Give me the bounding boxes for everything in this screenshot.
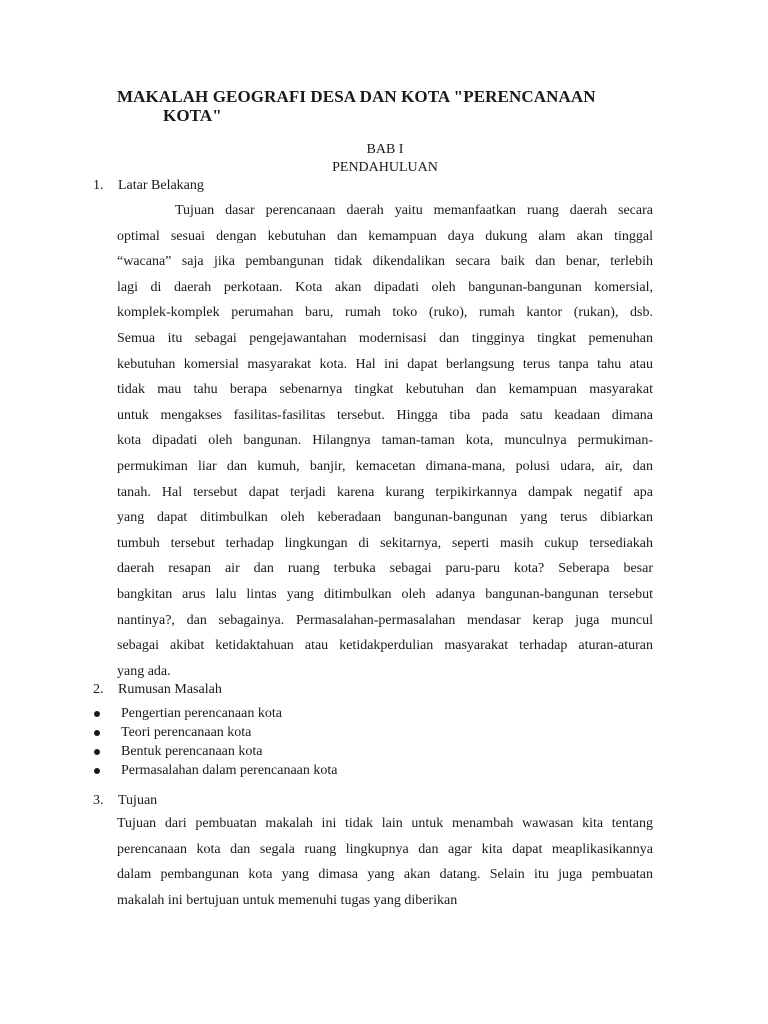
paragraph-line: bangkitan arus lalu lintas yang ditimbulkan oleh adanya bangunan-bangunan tersebut	[117, 586, 653, 602]
section-heading-latar-belakang	[93, 176, 653, 196]
paragraph-line: lagi di daerah perkotaan. Kota akan dipadati oleh bangunan-bangunan komersial,	[117, 279, 653, 295]
chapter-number: BAB I	[366, 142, 404, 157]
section-number: 3.	[93, 793, 104, 808]
paragraph-line: optimal sesuai dengan kebutuhan dan kemampuan daya dukung alam akan tinggal	[117, 228, 653, 244]
paragraph-line: yang dapat ditimbulkan oleh keberadaan bangunan-bangunan yang terus dibiarkan	[117, 510, 653, 526]
paragraph-line: kebutuhan komersial masyarakat kota. Hal ini dapat berlangsung terus tanpa tahu atau	[117, 356, 653, 372]
paragraph-line: perencanaan kota dan segala ruang lingkupnya dan agar kita dapat meaplikasikannya	[117, 841, 653, 857]
list-item: Teori perencanaan kota	[93, 723, 653, 742]
paragraph-line: daerah resapan air dan ruang terbuka sebagai paru-paru kota? Seberapa besar	[117, 561, 653, 577]
section-title: Latar Belakang	[118, 178, 204, 193]
paragraph-line: Semua itu sebagai pengejawantahan modernisasi dan tingginya tingkat pemenuhan	[117, 330, 653, 346]
list-item: Pengertian perencanaan kota	[93, 704, 653, 723]
title-line-1: MAKALAH GEOGRAFI DESA DAN KOTA "PERENCANAAN	[117, 87, 596, 106]
document-title	[117, 87, 637, 125]
paragraph-line: makalah ini bertujuan untuk memenuhi tugas yang diberikan	[117, 892, 458, 908]
bullet-icon	[94, 730, 100, 736]
paragraph-line: tanah. Hal tersebut dapat terjadi karena kurang terpikirkannya dampak negatif apa	[117, 484, 653, 500]
section-number: 1.	[93, 178, 104, 193]
section-title: Tujuan	[118, 793, 158, 808]
section-number: 2.	[93, 682, 104, 697]
paragraph-tujuan	[117, 811, 653, 913]
paragraph-line: sebagai akibat ketidaktahuan atau ketidakperdulian masyarakat terhadap aturan-aturan	[117, 638, 653, 654]
title-line-2: KOTA"	[163, 106, 222, 125]
paragraph-line: yang ada.	[117, 663, 171, 679]
list-item: Bentuk perencanaan kota	[93, 742, 653, 761]
bullet-icon	[94, 711, 100, 717]
section-heading-rumusan-masalah	[93, 680, 653, 700]
paragraph-latar-belakang	[117, 198, 653, 684]
paragraph-line: komplek-komplek perumahan baru, rumah toko (ruko), rumah kantor (rukan), dsb.	[117, 305, 653, 321]
chapter-name: PENDAHULUAN	[332, 160, 438, 175]
paragraph-line: Tujuan dari pembuatan makalah ini tidak lain untuk menambah wawasan kita tentang	[117, 816, 653, 831]
paragraph-line: tumbuh tersebut terhadap lingkungan di sekitarnya, seperti masih cukup tersediakah	[117, 535, 653, 551]
bullet-icon	[94, 768, 100, 774]
bullet-icon	[94, 749, 100, 755]
paragraph-line: Tujuan dasar perencanaan daerah yaitu memanfaatkan ruang daerah secara	[175, 203, 653, 218]
paragraph-line: permukiman liar dan kumuh, banjir, kemacetan dimana-mana, polusi udara, air, dan	[117, 458, 653, 474]
paragraph-line: nantinya?, dan sebagainya. Permasalahan-permasalahan mendasar kerap juga muncul	[117, 612, 653, 628]
paragraph-line: tidak mau tahu berapa sebenarnya tingkat kebutuhan dan kemampuan masyarakat	[117, 382, 653, 398]
section-title: Rumusan Masalah	[118, 682, 222, 697]
list-item: Permasalahan dalam perencanaan kota	[93, 761, 653, 780]
paragraph-line: “wacana” saja jika pembangunan tidak dikendalikan secara baik dan benar, terlebih	[117, 254, 653, 270]
paragraph-line: untuk mengakses fasilitas-fasilitas tersebut. Hingga tiba pada satu keadaan dimana	[117, 407, 653, 423]
problem-list	[93, 704, 653, 780]
paragraph-line: dalam pembangunan kota yang dimasa yang akan datang. Selain itu juga pembuatan	[117, 867, 653, 883]
section-heading-tujuan	[93, 791, 653, 811]
paragraph-line: kota dipadati oleh bangunan. Hilangnya taman-taman kota, munculnya permukiman-	[117, 433, 653, 449]
